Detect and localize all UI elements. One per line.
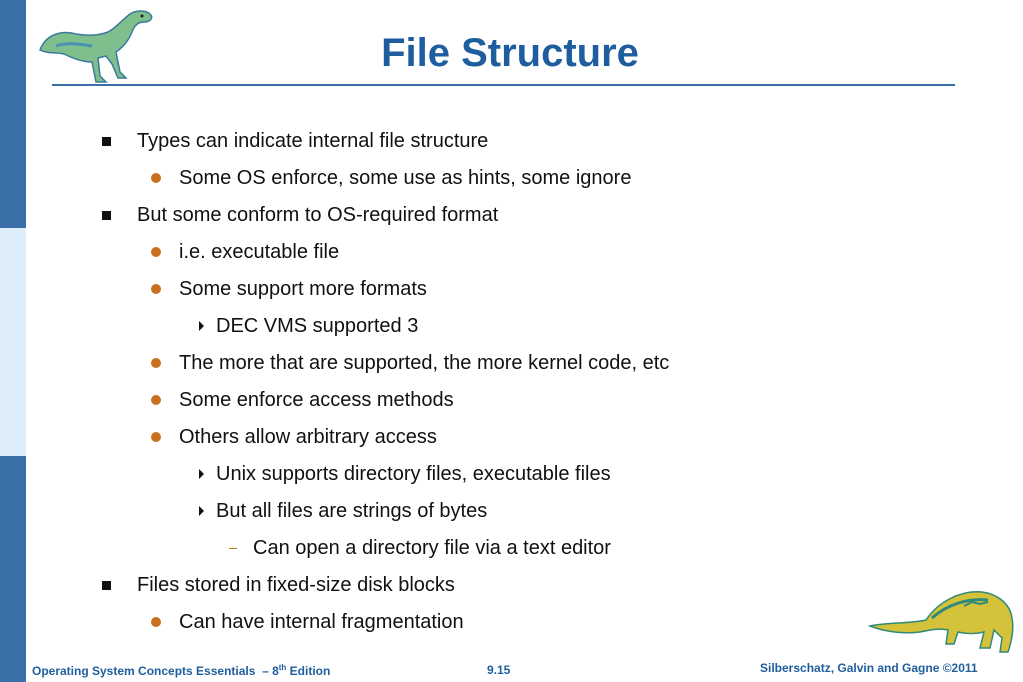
dot-bullet-icon xyxy=(151,247,161,257)
title-divider xyxy=(52,84,955,86)
triangle-bullet-icon xyxy=(199,469,204,479)
dot-bullet-icon xyxy=(151,617,161,627)
footer-page-number: 9.15 xyxy=(487,663,511,677)
dot-bullet-icon xyxy=(151,358,161,368)
triangle-bullet-icon xyxy=(199,506,204,516)
page-title: File Structure xyxy=(381,31,639,75)
dot-bullet-icon xyxy=(151,284,161,294)
dash-bullet-icon xyxy=(229,548,237,549)
square-bullet-icon xyxy=(102,137,111,146)
sidebar-band-top xyxy=(0,0,26,228)
dinosaur-icon xyxy=(36,6,158,86)
sidebar-band-bottom xyxy=(0,456,26,682)
dot-bullet-icon xyxy=(151,173,161,183)
left-sidebar xyxy=(0,0,26,682)
triangle-bullet-icon xyxy=(199,321,204,331)
footer-authors: Silberschatz, Galvin and Gagne ©2011 xyxy=(760,661,978,675)
square-bullet-icon xyxy=(102,211,111,220)
dot-bullet-icon xyxy=(151,395,161,405)
sidebar-band-middle xyxy=(0,228,26,456)
square-bullet-icon xyxy=(102,581,111,590)
dinosaur-icon xyxy=(868,582,1018,658)
dot-bullet-icon xyxy=(151,432,161,442)
footer-book-title: Operating System Concepts Essentials – 8th Edition xyxy=(32,663,331,678)
